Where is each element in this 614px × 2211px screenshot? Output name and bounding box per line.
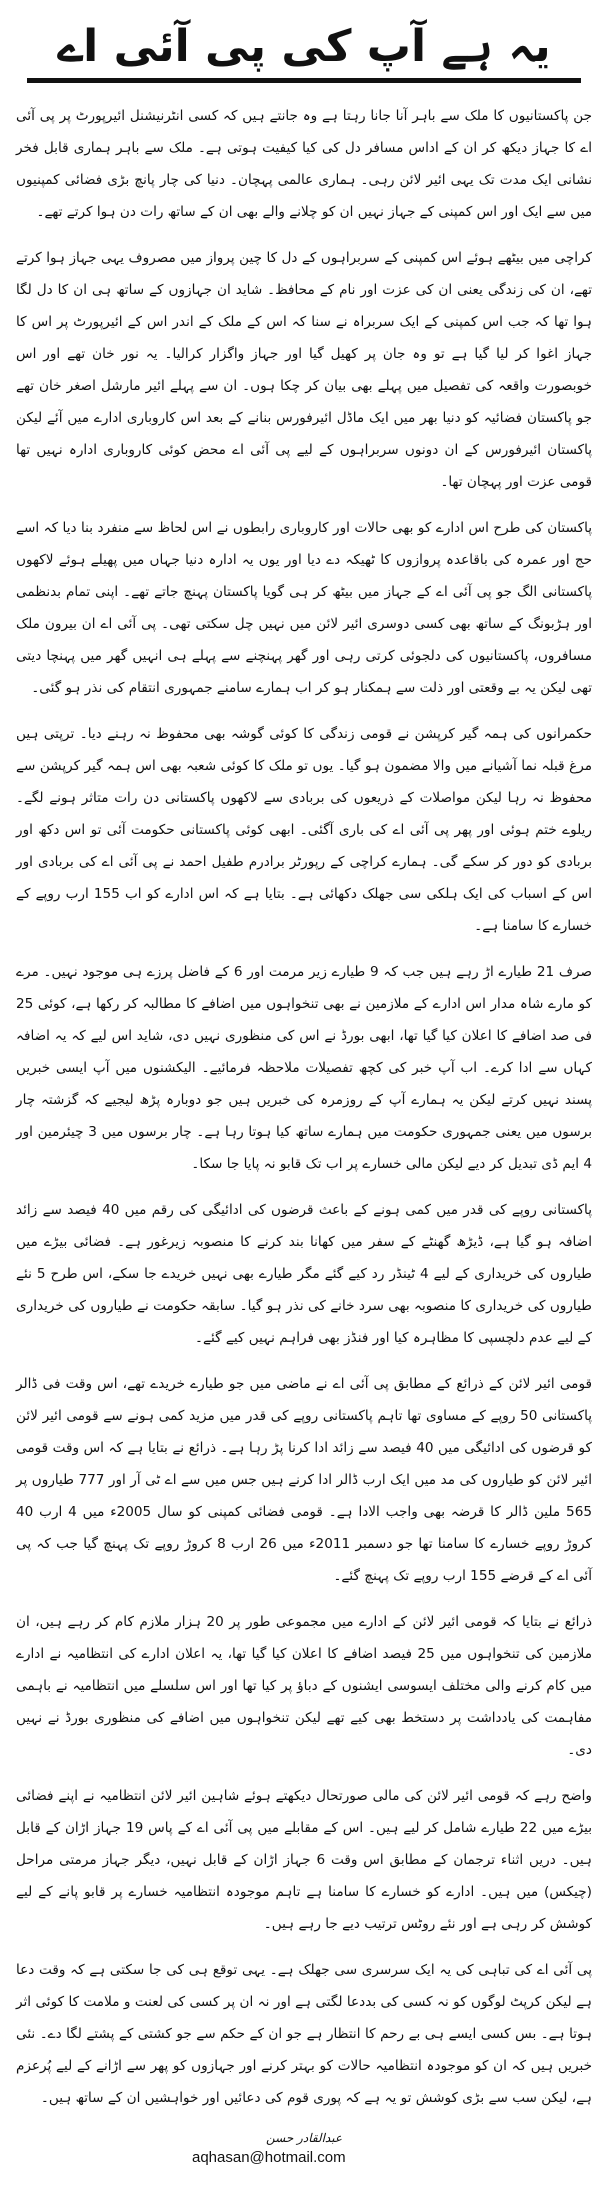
paragraph: پاکستانی روپے کی قدر میں کمی ہونے کے باعث قرضوں کی ادائیگی کی رقم میں 40 فیصد سے زائد اضافہ ہو گیا ہے، ڈیڑھ گھنٹے کے سفر میں کھانا بند کرنے کا منصوبہ زیرغور ہے۔ فضائی بیڑے میں طیاروں کی خریداری کے لیے 4 ٹینڈر رد کیے گئے مگر طیارے بھی نہیں خریدے جا سکے، اس طرح 5 نئے طیاروں کی خریداری کا منصوبہ بھی سرد خانے کی نذر ہو گیا۔ سابقہ حکومت نے طیاروں کی خریداری کے لیے عدم دلچسپی کا مظاہرہ کیا اور فنڈز بھی فراہم نہیں کیے گئے۔ bbox=[16, 1202, 592, 1346]
author-name: عبدالقادر حسن bbox=[265, 2131, 342, 2145]
article-body bbox=[16, 100, 592, 2114]
headline-area bbox=[16, 14, 592, 100]
paragraph: واضح رہے کہ قومی ائیر لائن کی مالی صورتحال دیکھتے ہوئے شاہین ائیر لائن انتظامیہ نے اپنے فضائی بیڑے میں 22 طیارے شامل کر لیے ہیں۔ اس کے مقابلے میں پی آئی اے کے پاس 19 جہاز اڑان کے قابل ہیں۔ دریں اثناء ترجمان کے مطابق اس وقت 6 جہاز اڑان کے قابل نہیں، دیگر جہاز مرمتی مراحل (چیکس) میں ہیں۔ ادارے کو خسارے کا سامنا ہے تاہم موجودہ انتظامیہ خسارے پر قابو پانے کے لیے کوشش کر رہی ہے اور نئے روٹس ترتیب دیے جا رہے ہیں۔ bbox=[16, 1788, 592, 1932]
paragraph: پی آئی اے کی تباہی کی یہ ایک سرسری سی جھلک ہے۔ یہی توقع ہی کی جا سکتی ہے کہ وقت دعا ہے لیکن کرپٹ لوگوں کو نہ کسی کی بددعا لگتی ہے اور نہ ان پر کسی کی لعنت و ملامت کا کوئی اثر ہوتا ہے۔ بس کسی ایسے ہی بے رحم کا انتظار ہے جو ان کے حکم سے جو کشتی کے پشتے لگا دے۔ نئی خبریں ہیں کہ ان کو موجودہ انتظامیہ حالات کو بہتر کرنے اور جہازوں کو پھر سے اڑانے کے لیے پُرعزم ہے، لیکن سب سے بڑی کوشش تو یہ ہے کہ پوری قوم کی دعائیں اور خواہشیں ان کے ساتھ ہیں۔ bbox=[16, 1962, 592, 2106]
paragraph: قومی ائیر لائن کے ذرائع کے مطابق پی آئی اے نے ماضی میں جو طیارے خریدے تھے، اس وقت فی ڈالر پاکستانی 50 روپے کے مساوی تھا تاہم پاکستانی روپے کی قدر میں مزید کمی ہونے سے قومی ائیر لائن کو قرضوں کی ادائیگی میں 40 فیصد سے زائد ادا کرنا پڑ رہا ہے۔ ذرائع نے بتایا ہے کہ اس وقت قومی ائیر لائن کو طیاروں کی مد میں ایک ارب ڈالر ادا کرنے ہیں جس میں سے اے ٹی آر اور 777 طیاروں پر 565 ملین ڈالر کا قرضہ بھی واجب الادا ہے۔ قومی فضائی کمپنی کو سال 2005ء میں 4 ارب 40 کروڑ روپے خسارے کا سامنا تھا جو دسمبر 2011ء میں 26 ارب 8 کروڑ روپے تک پہنچ گیا جب کہ پی آئی اے کے قرضے 155 ارب روپے تک پہنچ گئے۔ bbox=[16, 1376, 593, 1584]
paragraph: جن پاکستانیوں کا ملک سے باہر آنا جانا رہتا ہے وہ جانتے ہیں کہ کسی انٹرنیشنل ائیرپورٹ پر پی آئی اے کا جہاز دیکھ کر ان کے اداس مسافر دل کی کیا کیفیت ہوتی ہے۔ ملک سے باہر ہماری قابل فخر نشانی ایک مدت تک یہی ائیر لائن رہی۔ ہماری عالمی پہچان۔ دنیا کی چار پانچ بڑی فضائی کمپنیوں میں سے ایک اور اس کمپنی کے جہاز نہیں ان کو چلانے والے بھی ان کے ساتھ رات دن ہوا کرتے تھے۔ bbox=[16, 108, 592, 220]
author-email[interactable]: aqhasan@hotmail.com bbox=[192, 2149, 346, 2166]
paragraph: صرف 21 طیارے اڑ رہے ہیں جب کہ 9 طیارے زیر مرمت اور 6 کے فاضل پرزے ہی موجود نہیں۔ مرے کو مارے شاہ مدار اس ادارے کے ملازمین نے بھی تنخواہوں میں اضافے کا مطالبہ کر رکھا ہے، کوئی 25 فی صد اضافے کا اعلان کیا گیا تھا، ابھی بورڈ نے اس کی منظوری نہیں دی، شاید اس لیے کہ یہ اضافہ کہاں سے ادا کرے۔ اب آپ خبر کی کچھ تفصیلات ملاحظہ فرمائیے۔ الیکشنوں میں آپ ایسی خبریں پسند نہیں کرتے لیکن یہ ہمارے آپ کے روزمرہ کی خبریں ہیں جو دوبارہ پڑھ لیجیے کہ گزشتہ چار برسوں میں یعنی جمہوری حکومت میں ہمارے ساتھ کیا ہوتا رہا ہے۔ چار برسوں میں 3 چیئرمین اور 4 ایم ڈی تبدیل کر دیے لیکن مالی خسارے پر اب تک قابو نہ پایا جا سکا۔ bbox=[16, 964, 592, 1172]
paragraph: پاکستان کی طرح اس ادارے کو بھی حالات اور کاروباری رابطوں نے اس لحاظ سے منفرد بنا دیا کہ اسے حج اور عمرہ کی باقاعدہ پروازوں کا ٹھیکہ دے دیا اور یوں یہ ادارہ دنیا جہاں میں پھیلے ہوئے لاکھوں پاکستانی الگ جو پی آئی اے کے جہاز میں بیٹھ کر ہی گویا پاکستان پہنچ جاتے تھے۔ اپنی تمام بدنظمی اور ہڑبونگ کے ساتھ بھی کسی دوسری ائیر لائن میں نہیں چل سکتی تھی۔ پی آئی اے ان بیرون ملک مسافروں، پاکستانیوں کی دلجوئی کرتی رہی اور گھر پہنچنے سے پہلے ہی انہیں گھر میں پہنچا دیتی تھی لیکن یہ بے وقعتی اور ذلت سے ہمکنار ہو کر اب ہمارے سامنے جمہوری انتقام کی نذر ہو گئی۔ bbox=[16, 520, 592, 696]
page-title: یہ ہے آپ کی پی آئی اے bbox=[27, 18, 580, 83]
paragraph: حکمرانوں کی ہمہ گیر کرپشن نے قومی زندگی کا کوئی گوشہ بھی محفوظ نہ رہنے دیا۔ ترپتی ہیں مرغ قبلہ نما آشیانے میں والا مضمون ہو گیا۔ یوں تو ملک کا کوئی شعبہ بھی اس ہمہ گیر کرپشن سے محفوظ نہ رہا لیکن مواصلات کے ذریعوں کی بربادی سے لاکھوں پاکستانی دن رات متاثر ہونے لگے۔ ریلوے ختم ہوئی اور پھر پی آئی اے کی باری آگئی۔ ابھی کوئی پاکستانی حکومت آئی تو اس دکھ اور بربادی کو دور کر سکے گی۔ ہمارے کراچی کے رپورٹر برادرم طفیل احمد نے پی آئی اے کی بربادی اور اس کے اسباب کی ایک ہلکی سی جھلک دکھائی ہے۔ بتایا ہے کہ اس ادارے کو اب 155 ارب روپے کے خسارے کا سامنا ہے۔ bbox=[16, 726, 593, 934]
paragraph: کراچی میں بیٹھے ہوئے اس کمپنی کے سربراہوں کے دل کا چین پرواز میں مصروف یہی جہاز ہوا کرتے تھے، ان کی زندگی یعنی ان کی عزت اور نام کے محافظ۔ شاید ان جہازوں کے ساتھ ہی ان کا دل لگا ہوا تھا کہ جب اس کمپنی کے ایک سربراہ نے سنا کہ اس کے ملک کے اندر اس کے ائیرپورٹ پر اس کا جہاز اغوا کر لیا گیا ہے تو وہ جان پر کھیل گیا اور جہاز واگزار کرالیا۔ یہ نور خان تھے اور اس خوبصورت واقعہ کی تفصیل میں پہلے بھی بیان کر چکا ہوں۔ ان سے پہلے ائیر مارشل اصغر خان تھے جو پاکستان فضائیہ کو دنیا بھر میں ایک ماڈل ائیرفورس بنانے کے بعد اس کاروباری ادارے میں آئے لیکن پاکستان ائیرفورس کے ان دونوں سربراہوں کے لیے پی آئی اے محض کوئی کاروباری ادارہ نہیں تھا قومی عزت اور پہچان تھا۔ bbox=[16, 250, 592, 490]
paragraph: ذرائع نے بتایا کہ قومی ائیر لائن کے ادارے میں مجموعی طور پر 20 ہزار ملازم کام کر رہے ہیں، ان ملازمین کی تنخواہوں میں 25 فیصد اضافے کا اعلان کیا گیا تھا، یہ اعلان ادارے کی انتظامیہ نے ادارے میں کام کرنے والی مختلف ایسوسی ایشنوں کے دباؤ پر کیا تھا اور اس سلسلے میں انتظامیہ نے باہمی مفاہمت کی یادداشت پر دستخط بھی کیے تھے لیکن تنخواہوں میں اضافے کی منظوری بورڈ نے نہیں دی۔ bbox=[16, 1614, 592, 1758]
